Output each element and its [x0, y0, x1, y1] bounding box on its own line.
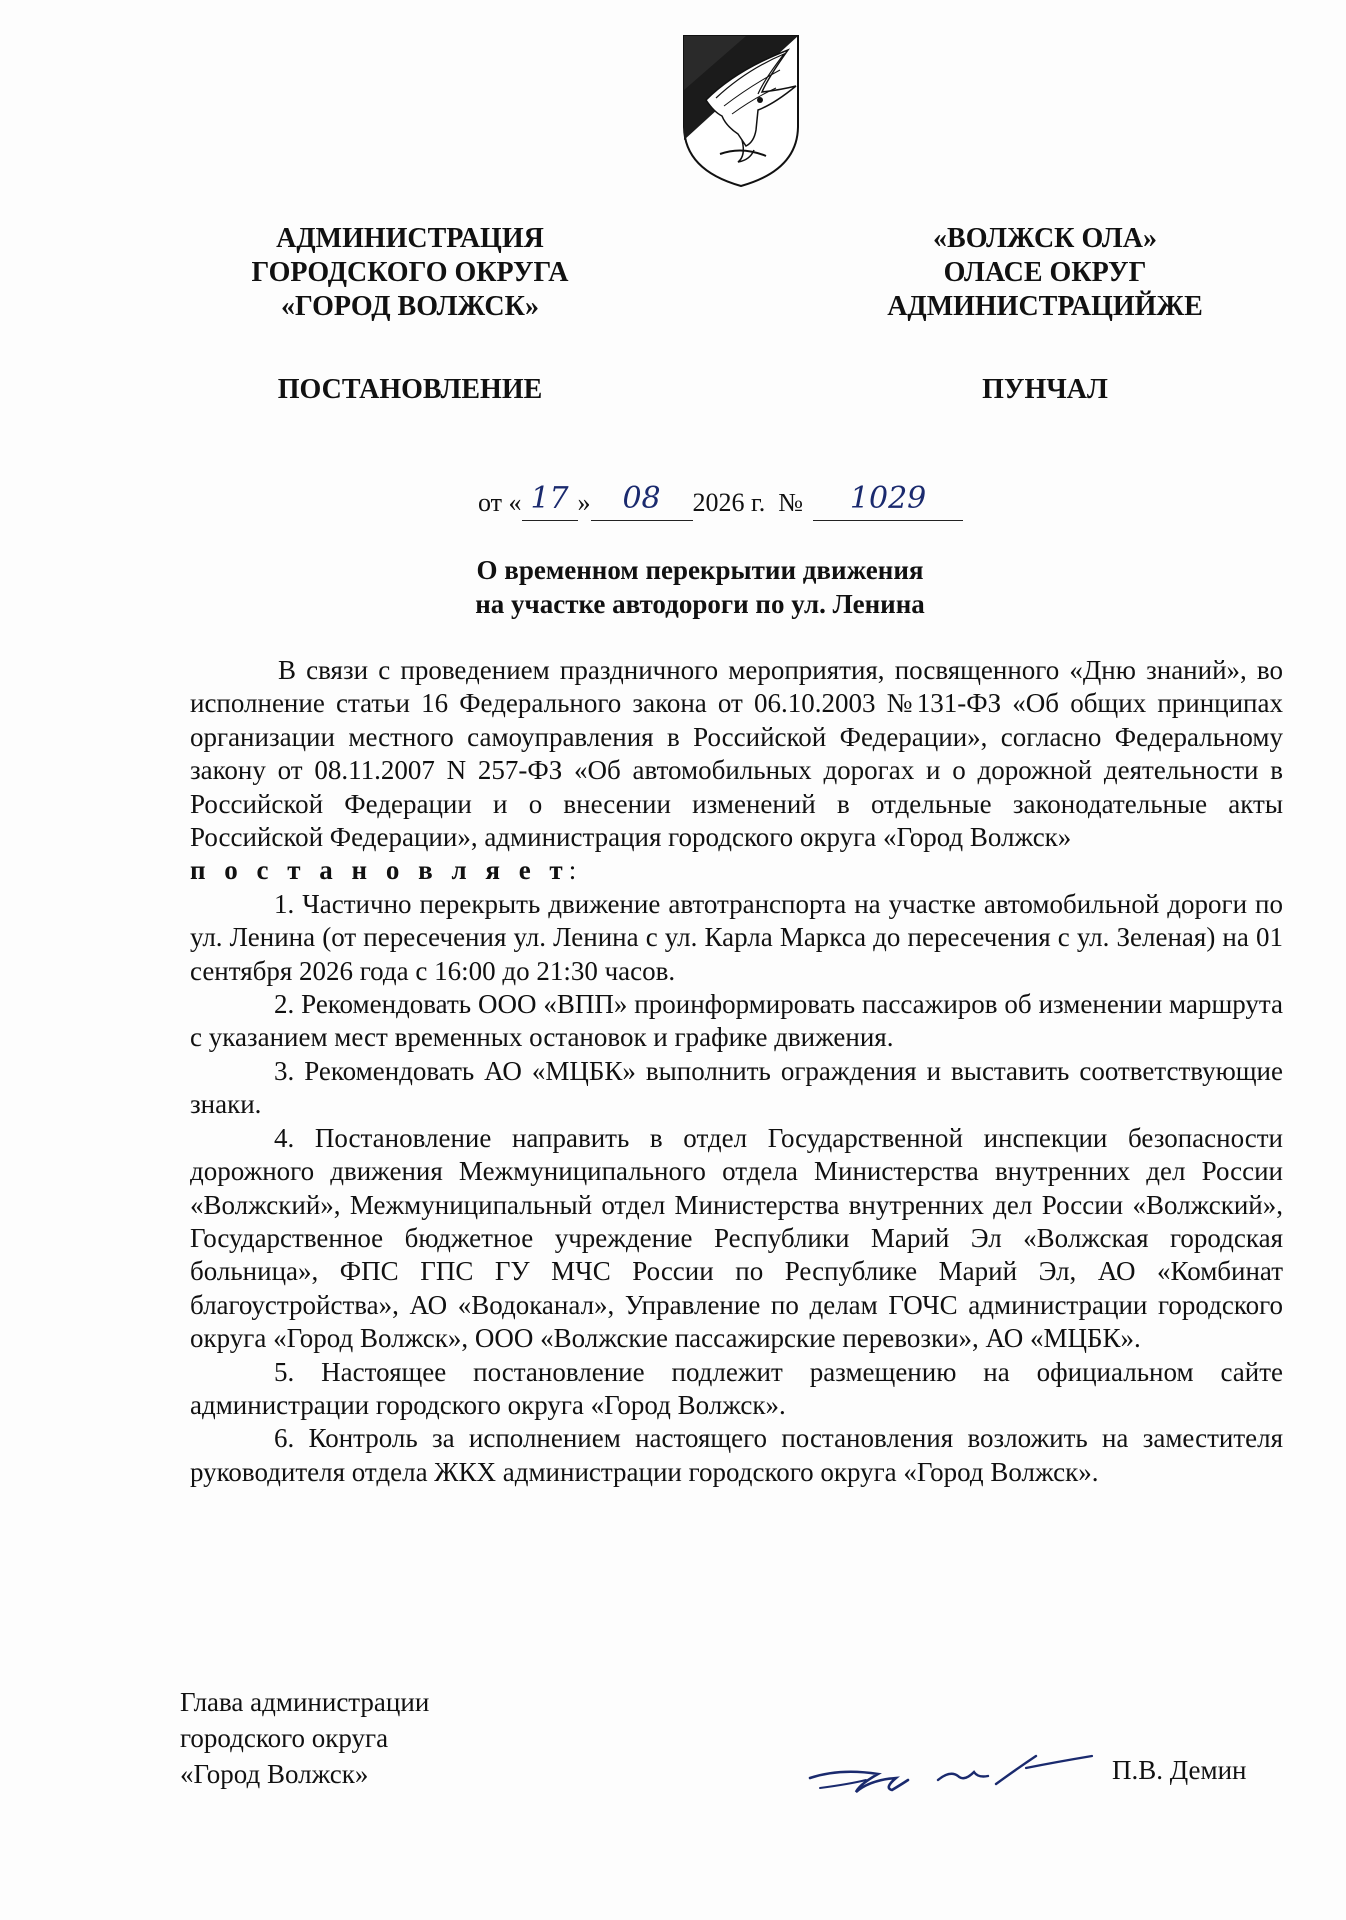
document-title — [400, 553, 1000, 621]
header-left-line2: ГОРОДСКОГО ОКРУГА — [251, 257, 569, 288]
list-item: 6. Контроль за исполнением настоящего постановления возложить на заместителя руководителя отдела ЖКХ администрации городского округа «Город Волжск». — [190, 1423, 1283, 1487]
header-left-line1: АДМИНИСТРАЦИЯ — [276, 223, 544, 254]
list-item: 1. Частично перекрыть движение автотранспорта на участке автомобильной дороги по ул. Ленина (от пересечения ул. Ленина с ул. Карла Маркса до пересечения с ул. Зеленая) на 01 сентября 2026 года с 16:00 до 21:30 часов. — [190, 888, 1283, 986]
doc-type-mari: ПУНЧАЛ — [982, 374, 1108, 405]
header-left-line3: «ГОРОД ВОЛЖСК» — [281, 291, 539, 322]
signatory-title — [180, 1684, 600, 1792]
header-right-line2: ОЛАСЕ ОКРУГ — [943, 257, 1147, 288]
list-item: 4. Постановление направить в отдел Государственной инспекции безопасности дорожного движения Межмуниципального отдела Министерства внутренних дел России «Волжский», Межмуниципальный отдел Министерства внутренних дел России «Волжский», Государственное бюджетное учреждение Республики Марий Эл «Волжская городская больница», ФПС ГПС ГУ МЧС России по Республике Марий Эл, АО «Комбинат благоустройства», АО «Водоканал», Управление по делам ГОЧС администрации городского округа «Город Волжск», ООО «Волжские пассажирские перевозки», АО «МЦБК». — [190, 1122, 1283, 1354]
decree-word: п о с т а н о в л я е т — [190, 855, 569, 886]
doc-number-handwritten: 1029 — [813, 484, 963, 521]
date-year: 2026 г. — [692, 488, 766, 517]
list-item: 5. Настоящее постановление подлежит размещению на официальном сайте администрации городского округа «Город Волжск». — [190, 1356, 1283, 1420]
signatory-line3: «Город Волжск» — [180, 1759, 369, 1789]
header-right-line1: «ВОЛЖСК ОЛА» — [933, 223, 1157, 254]
handwritten-signature-icon — [800, 1744, 1100, 1804]
header-right-line3: АДМИНИСТРАЦИЙЖЕ — [887, 291, 1203, 322]
date-day-handwritten: 17 — [522, 484, 578, 521]
list-item: 2. Рекомендовать ООО «ВПП» проинформировать пассажиров об изменении маршрута с указанием мест временных остановок и графике движения. — [190, 989, 1283, 1053]
doc-type-ru: ПОСТАНОВЛЕНИЕ — [277, 374, 543, 405]
signatory-name: П.В. Демин — [1112, 1755, 1247, 1785]
title-line1: О временном перекрытии движения — [476, 555, 924, 585]
date-month-handwritten: 08 — [591, 484, 693, 521]
coat-of-arms-icon — [676, 30, 806, 190]
title-line2: на участке автодороги по ул. Ленина — [475, 589, 925, 619]
document-body — [190, 654, 1283, 1489]
signatory-line2: городского округа — [180, 1723, 389, 1753]
decree-line — [190, 854, 1283, 887]
number-label: № — [778, 488, 804, 517]
decree-colon: : — [568, 855, 577, 886]
signatory-line1: Глава администрации — [180, 1687, 430, 1717]
list-item: 3. Рекомендовать АО «МЦБК» выполнить ограждения и выставить соответствующие знаки. — [190, 1055, 1283, 1120]
preamble-paragraph: В связи с проведением праздничного мероприятия, посвященного «Дню знаний», во исполнение статьи 16 Федерального закона от 06.10.2003 №131-ФЗ «Об общих принципах организации местного самоуправления в Российской Федерации», согласно Федеральному закону от 08.11.2007 N 257-ФЗ «Об автомобильных дорогах и о дорожной деятельности в Российской Федерации и о внесении изменений в отдельные законодательные акты Российской Федерации», администрация городского округа «Город Волжск» — [190, 655, 1283, 853]
header-left-ru — [190, 222, 630, 324]
date-sep: » — [577, 488, 591, 517]
header-right-mari — [820, 222, 1270, 324]
date-number-line — [478, 481, 1038, 524]
date-prefix: от « — [478, 488, 522, 517]
